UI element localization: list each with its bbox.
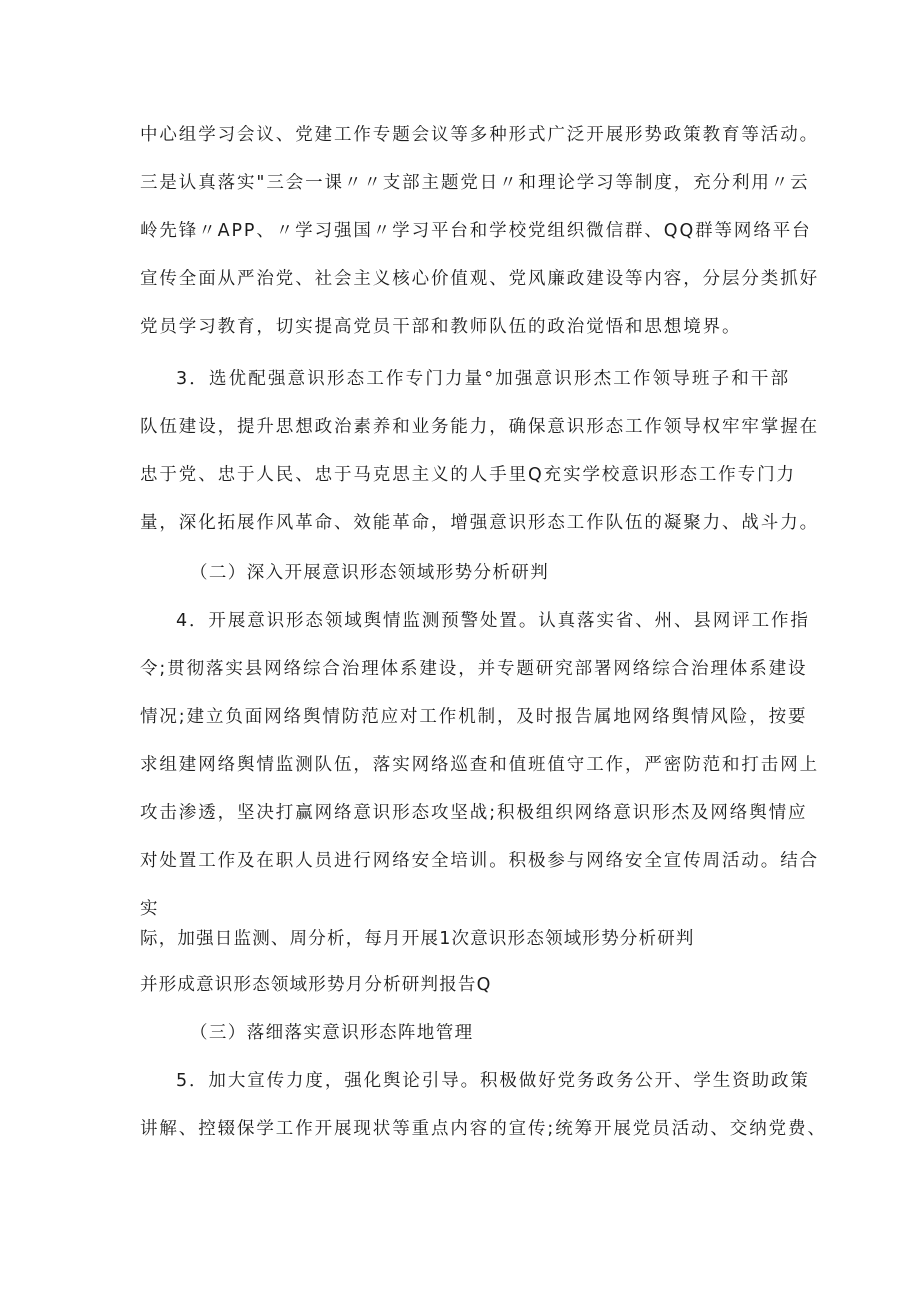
paragraph-3-line-4: 量，深化拓展作风革命、效能革命，增强意识形态工作队伍的凝聚力、战斗力。	[140, 513, 819, 533]
section-heading-2: （二）深入开展意识形态领域形势分析研判	[190, 563, 550, 583]
paragraph-4-line-8: 际，加强日监测、周分析，每月开展1次意识形态领域形势分析研判	[140, 929, 695, 949]
paragraph-4-line-2: 令;贯彻落实县网络综合治理体系建设，并专题研究部署网络综合治理体系建设	[140, 659, 808, 679]
paragraph-5-line-1: 5．加大宣传力度，强化舆论引导。积极做好党务政务公开、学生资助政策	[176, 1071, 810, 1091]
paragraph-1-line-3: 岭先锋〃APP、〃学习强国〃学习平台和学校党组织微信群、QQ群等网络平台	[140, 221, 812, 241]
paragraph-1-line-1: 中心组学习会议、党建工作专题会议等多种形式广泛开展形势政策教育等活动。	[140, 125, 819, 145]
paragraph-3-line-1: 3．选优配强意识形态工作专门力量°加强意识形杰工作领导班子和干部	[176, 369, 790, 389]
paragraph-4-line-9: 并形成意识形态领域形势月分析研判报告Q	[140, 975, 492, 995]
paragraph-1-line-2: 三是认真落实"三会一课〃〃支部主题党日〃和理论学习等制度，充分利用〃云	[140, 173, 810, 193]
paragraph-3-line-3: 忠于党、忠于人民、忠于马克思主义的人手里Q充实学校意识形态工作专门力	[140, 465, 796, 485]
paragraph-4-line-3: 情况;建立负面网络舆情防范应对工作机制，及时报告属地网络舆情风险，按要	[140, 707, 808, 727]
paragraph-4-line-1: 4．开展意识形态领域舆情监测预警处置。认真落实省、州、县网评工作指	[176, 611, 810, 631]
paragraph-5-line-2: 讲解、控辍保学工作开展现状等重点内容的宣传;统筹开展党员活动、交纳党费、	[140, 1119, 827, 1139]
paragraph-4-line-7: 实	[140, 899, 160, 919]
paragraph-3-line-2: 队伍建设，提升思想政治素养和业务能力，确保意识形态工作领导权牢牢掌握在	[140, 417, 819, 437]
paragraph-4-line-4: 求组建网络舆情监测队伍，落实网络巡查和值班值守工作，严密防范和打击网上	[140, 755, 819, 775]
paragraph-4-line-6: 对处置工作及在职人员进行网络安全培训。积极参与网络安全宣传周活动。结合	[140, 851, 819, 871]
section-heading-3: （三）落细落实意识形态阵地管理	[190, 1023, 474, 1043]
paragraph-1-line-5: 党员学习教育，切实提高党员干部和教师队伍的政治觉悟和思想境界。	[140, 317, 742, 337]
paragraph-1-line-4: 宣传全面从严治党、社会主义核心价值观、党风廉政建设等内容，分层分类抓好	[140, 269, 819, 289]
paragraph-4-line-5: 攻击渗透，坚决打赢网络意识形态攻坚战;积极组织网络意识形杰及网络舆情应	[140, 803, 808, 823]
